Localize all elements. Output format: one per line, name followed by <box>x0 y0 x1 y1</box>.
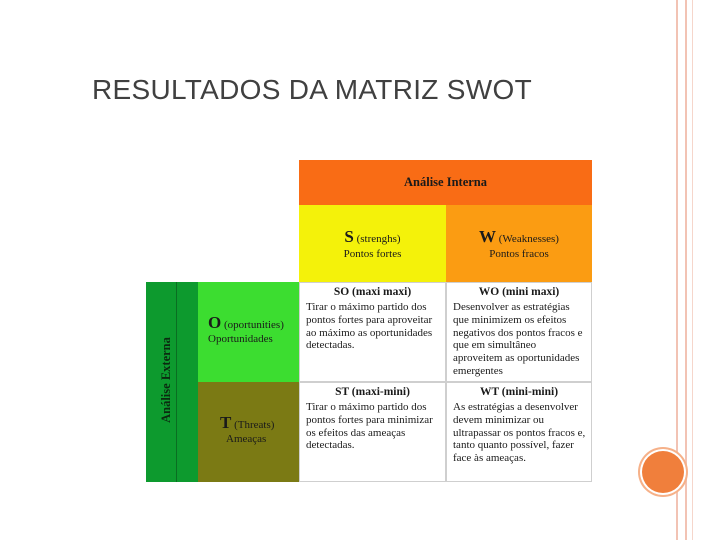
swot-matrix <box>146 160 592 482</box>
strengths-label: (strenghs) <box>356 233 401 245</box>
opportunities-label: (oportunities) <box>223 319 284 331</box>
wo-text: Desenvolver as estratégias que minimizem os efeitos negativos dos pontos fracos e que em simultâneo aproveitem as oportunidades emergentes <box>453 301 583 377</box>
strengths-cell <box>299 205 446 282</box>
st-title: ST (maxi-mini) <box>335 386 410 398</box>
wt-title: WT (mini-mini) <box>479 386 559 398</box>
internal-analysis-header <box>299 160 592 205</box>
decorative-rail <box>685 0 687 540</box>
opportunities-pt: Oportunidades <box>208 333 273 345</box>
external-analysis-header <box>146 282 198 482</box>
weaknesses-pt: Pontos fracos <box>489 248 549 260</box>
wo-title: WO (mini maxi) <box>478 286 560 298</box>
threats-pt: Ameaças <box>226 433 267 445</box>
decorative-rail <box>692 0 693 540</box>
so-text: Tirar o máximo partido dos pontos fortes para aproveitar ao máximo as oportunidades detectadas. <box>306 301 433 352</box>
wt-text: As estratégias a desenvolver devem minimizar ou ultrapassar os pontos fracos e, tanto quanto possível, fazer face às ameaças. <box>453 401 586 465</box>
slide-title: RESULTADOS DA MATRIZ SWOT <box>92 74 532 105</box>
external-analysis-label: Análise Externa <box>159 337 173 423</box>
decorative-circle <box>640 449 686 495</box>
wt-strategy-cell <box>446 382 592 482</box>
wo-strategy-cell <box>446 282 592 382</box>
st-strategy-cell <box>299 382 446 482</box>
strengths-letter: S <box>344 227 354 246</box>
weaknesses-cell <box>446 205 592 282</box>
internal-analysis-label: Análise Interna <box>404 175 487 189</box>
divider <box>176 282 177 482</box>
threats-letter: T <box>220 413 232 432</box>
opportunities-letter: O <box>208 313 222 332</box>
st-text: Tirar o máximo partido dos pontos fortes para minimizar os efeitos das ameaças detectadas. <box>306 401 433 452</box>
threats-cell <box>198 382 299 482</box>
weaknesses-label: (Weaknesses) <box>498 233 559 245</box>
threats-label: (Threats) <box>234 419 275 431</box>
opportunities-cell <box>198 282 299 382</box>
strengths-pt: Pontos fortes <box>343 248 402 260</box>
so-title: SO (maxi maxi) <box>333 286 412 298</box>
so-strategy-cell <box>299 282 446 382</box>
weaknesses-letter: W <box>479 227 497 246</box>
